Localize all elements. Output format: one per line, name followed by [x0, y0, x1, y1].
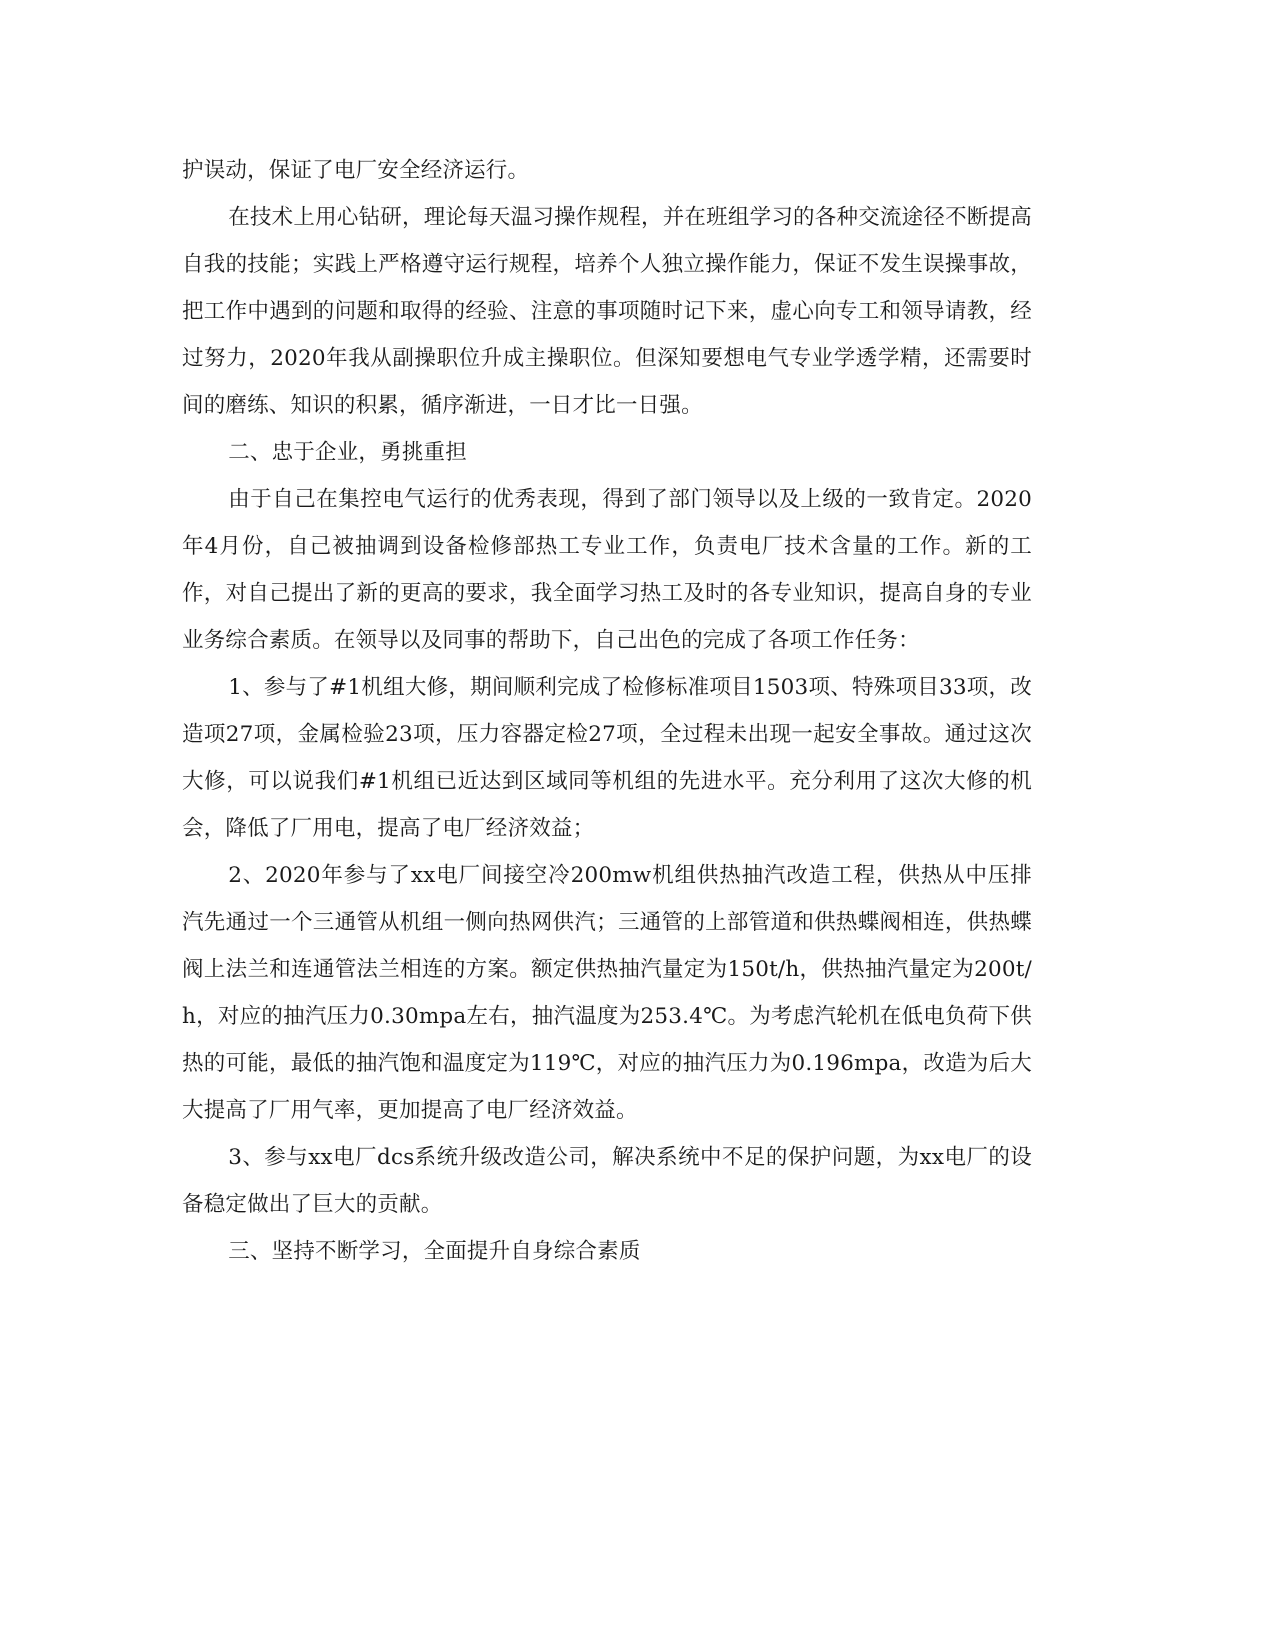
section-heading-2: 二、忠于企业，勇挑重担	[228, 440, 467, 465]
paragraph-transfer: 由于自己在集控电气运行的优秀表现，得到了部门领导以及上级的一致肯定。2020年4月份，自己被抽调到设备检修部热工专业工作，负责电厂技术含量的工作。新的工作，对自己提出了新的更高的要求，我全面学习热工及时的各专业知识，提高自身的专业业务综合素质。在领导以及同事的帮助下，自己出色的完成了各项工作任务：	[182, 487, 1032, 653]
section-heading-3: 三、坚持不断学习，全面提升自身综合素质	[228, 1239, 641, 1264]
paragraph-continuation: 护误动，保证了电厂安全经济运行。	[182, 158, 530, 183]
task-item-1: 1、参与了#1机组大修，期间顺利完成了检修标准项目1503项、特殊项目33项，改造项27项，金属检验23项，压力容器定检27项，全过程未出现一起安全事故。通过这次大修，可以说我们#1机组已近达到区域同等机组的先进水平。充分利用了这次大修的机会，降低了厂用电，提高了电厂经济效益；	[182, 675, 1032, 841]
task-item-2: 2、2020年参与了xx电厂间接空冷200mw机组供热抽汽改造工程，供热从中压排汽先通过一个三通管从机组一侧向热网供汽；三通管的上部管道和供热蝶阀相连，供热蝶阀上法兰和连通管法兰相连的方案。额定供热抽汽量定为150t/h，供热抽汽量定为200t/h，对应的抽汽压力0.30mpa左右，抽汽温度为253.4℃。为考虑汽轮机在低电负荷下供热的可能，最低的抽汽饱和温度定为119℃，对应的抽汽压力为0.196mpa，改造为后大大提高了厂用气率，更加提高了电厂经济效益。	[182, 863, 1032, 1123]
document-body	[182, 147, 1032, 1275]
task-item-3: 3、参与xx电厂dcs系统升级改造公司，解决系统中不足的保护问题，为xx电厂的设备稳定做出了巨大的贡献。	[182, 1145, 1032, 1217]
paragraph-technical-study: 在技术上用心钻研，理论每天温习操作规程，并在班组学习的各种交流途径不断提高自我的技能；实践上严格遵守运行规程，培养个人独立操作能力，保证不发生误操事故，把工作中遇到的问题和取得的经验、注意的事项随时记下来，虚心向专工和领导请教，经过努力，2020年我从副操职位升成主操职位。但深知要想电气专业学透学精，还需要时间的磨练、知识的积累，循序渐进，一日才比一日强。	[182, 205, 1032, 418]
